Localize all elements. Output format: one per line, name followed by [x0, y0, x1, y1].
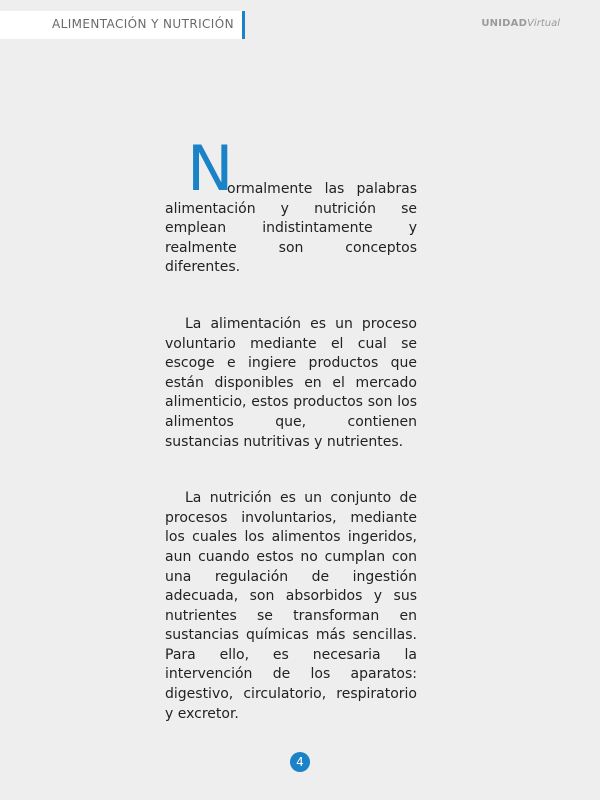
- paragraph-nutricion: La nutrición es un conjunto de procesos involuntarios, mediante los cuales los alimentos ingeridos, aun cuando estos no cumplan con una regulación de ingestión adecuada, son absorbidos y sus nutrientes se transforman en sustancias químicas más sencillas. Para ello, es necesaria la intervención de los aparatos: digestivo, circulatorio, respiratorio y excretor.: [165, 490, 417, 722]
- paragraph-alimentacion: La alimentación es un proceso voluntario mediante el cual se escoge e ingiere productos que están disponibles en el mercado alimenticio, estos productos son los alimentos que, contienen sustancias nutritivas y nutrientes.: [165, 315, 417, 450]
- header-accent-bar: [242, 11, 245, 39]
- brand-logo: [481, 18, 560, 29]
- brand-logo-bold: UNIDAD: [481, 18, 528, 29]
- header-tab: [0, 11, 245, 39]
- brand-logo-light: Virtual: [527, 18, 560, 29]
- page-number-badge: 4: [290, 752, 310, 772]
- drop-cap: N: [187, 132, 234, 205]
- paragraph-intro-text: ormalmente las palabras alimentación y nutrición se emplean indistintamente y realmente son conceptos diferentes.: [165, 181, 417, 276]
- body-text: [165, 132, 417, 724]
- paragraph-intro: [165, 132, 417, 278]
- section-title: ALIMENTACIÓN Y NUTRICIÓN: [52, 17, 234, 31]
